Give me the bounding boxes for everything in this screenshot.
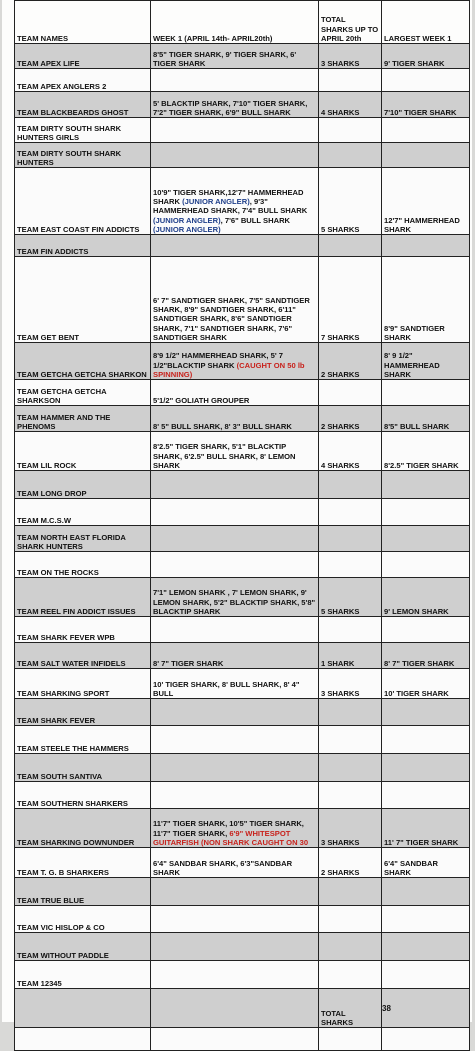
table-row (15, 933, 470, 961)
team-name-cell: TEAM STEELE THE HAMMERS (15, 726, 151, 754)
table-row (15, 257, 470, 343)
largest-week1-cell (382, 754, 470, 782)
catch-text: 5' BLACKTIP SHARK, 7'10" TIGER SHARK, 7'2" TIGER SHARK, 6'9" BULL SHARK (153, 98, 308, 117)
team-name-cell: TEAM SHARK FEVER (15, 699, 151, 726)
largest-week1-cell: 11' 7" TIGER SHARK (382, 809, 470, 848)
team-name-cell: TEAM APEX ANGLERS 2 (15, 69, 151, 92)
largest-week1-cell (382, 235, 470, 257)
week1-catch-cell (151, 257, 319, 343)
largest-week1-cell (382, 699, 470, 726)
catch-text: 7'1" LEMON SHARK , 7' LEMON SHARK, 9' LEMON SHARK, 5'2" BLACKTIP SHARK, 5'8" BLACKTIP SHARK (153, 588, 316, 616)
largest-week1-cell: 7'10" TIGER SHARK (382, 92, 470, 118)
table-row (15, 848, 470, 878)
week1-catch-cell (151, 782, 319, 809)
largest-week1-cell (382, 782, 470, 809)
blank-cell-2 (151, 1028, 319, 1051)
team-name-cell: TEAM GETCHA GETCHA SHARKON (15, 343, 151, 380)
team-name-cell: TEAM NORTH EAST FLORIDA SHARK HUNTERS (15, 526, 151, 552)
catch-text: 6'4" SANDBAR SHARK, 6'3"SANDBAR SHARK (153, 858, 293, 877)
team-name-cell: TEAM APEX LIFE (15, 44, 151, 69)
total-sharks-cell: 7 SHARKS (319, 257, 382, 343)
largest-week1-cell (382, 471, 470, 499)
team-name-cell: TEAM SHARKING SPORT (15, 669, 151, 699)
table-row (15, 143, 470, 168)
total-sharks-cell (319, 143, 382, 168)
team-name-cell: TEAM SALT WATER INFIDELS (15, 643, 151, 669)
team-name-cell: TEAM HAMMER AND THE PHENOMS (15, 406, 151, 432)
week1-catch-cell (151, 809, 319, 848)
team-name-cell: TEAM VIC HISLOP & CO (15, 906, 151, 933)
total-sharks-cell (319, 552, 382, 578)
week1-catch-cell (151, 848, 319, 878)
week1-catch-cell (151, 44, 319, 69)
header-week1: WEEK 1 (APRIL 14th- APRIL20th) (151, 1, 319, 44)
page-number: 38 (382, 1004, 391, 1013)
total-sharks-cell: 2 SHARKS (319, 848, 382, 878)
total-sharks-cell: 4 SHARKS (319, 432, 382, 471)
total-sharks-cell: 1 SHARK (319, 643, 382, 669)
junior-angler-note: (JUNIOR ANGLER) (182, 197, 250, 206)
team-name-cell: TEAM SOUTHERN SHARKERS (15, 782, 151, 809)
week1-catch-cell (151, 933, 319, 961)
largest-week1-cell (382, 933, 470, 961)
junior-angler-note: (JUNIOR ANGLER) (153, 215, 221, 225)
total-sharks-cell (319, 754, 382, 782)
table-row (15, 380, 470, 406)
week1-catch-cell (151, 726, 319, 754)
table-row (15, 69, 470, 92)
week1-catch-cell (151, 961, 319, 989)
largest-week1-cell (382, 878, 470, 906)
total-sharks-cell: 4 SHARKS (319, 92, 382, 118)
team-name-cell: TEAM ON THE ROCKS (15, 552, 151, 578)
table-row (15, 878, 470, 906)
table-row (15, 471, 470, 499)
week1-catch-cell (151, 235, 319, 257)
team-name-cell: TEAM SHARK FEVER WPB (15, 617, 151, 643)
blank-cell-3 (319, 1028, 382, 1051)
total-sharks-cell (319, 526, 382, 552)
table-row (15, 118, 470, 143)
largest-week1-cell: 12'7" HAMMERHEAD SHARK (382, 168, 470, 235)
total-sharks-cell (319, 499, 382, 526)
largest-week1-cell (382, 118, 470, 143)
largest-week1-cell (382, 380, 470, 406)
largest-week1-cell: 9' LEMON SHARK (382, 578, 470, 617)
largest-week1-cell: 8'5" BULL SHARK (382, 406, 470, 432)
largest-week1-cell: 9' TIGER SHARK (382, 44, 470, 69)
catch-text: , 9'3" HAMMERHEAD SHARK, 7'4" BULL SHARK (153, 197, 308, 216)
blank-cell-4 (382, 1028, 470, 1051)
table-row (15, 343, 470, 380)
largest-week1-cell (382, 726, 470, 754)
largest-week1-cell (382, 526, 470, 552)
team-name-cell: TEAM FIN ADDICTS (15, 235, 151, 257)
table-row (15, 44, 470, 69)
team-name-cell: TEAM 12345 (15, 961, 151, 989)
catch-text: 8' 7" TIGER SHARK (153, 658, 224, 668)
total-sharks-cell: 3 SHARKS (319, 44, 382, 69)
table-row (15, 406, 470, 432)
catch-text: 6' 7" SANDTIGER SHARK, 7'5" SANDTIGER SHARK, 8'9" SANDTIGER SHARK, 6'11" SANDTIGER SHARK, 8'6" SANDTIGER SHARK, 7'1" SANDTIGER SHARK, 7'6" SANDTIGER SHARK (153, 295, 310, 342)
catch-text: 10' TIGER SHARK, 8' BULL SHARK, 8' 4" BULL (153, 679, 300, 698)
table-row (15, 578, 470, 617)
results-sheet (2, 0, 472, 1027)
table-row (15, 92, 470, 118)
total-sharks-label: TOTAL SHARKS (319, 989, 382, 1028)
junior-angler-note: (JUNIOR ANGLER) (153, 224, 221, 234)
total-sharks-cell (319, 69, 382, 92)
week1-catch-cell (151, 406, 319, 432)
table-row (15, 754, 470, 782)
table-row (15, 809, 470, 848)
header-team-names: TEAM NAMES (15, 1, 151, 44)
team-name-cell: TEAM GET BENT (15, 257, 151, 343)
week1-catch-cell (151, 432, 319, 471)
table-row (15, 168, 470, 235)
largest-week1-cell (382, 906, 470, 933)
week1-catch-cell (151, 906, 319, 933)
team-name-cell: TEAM WITHOUT PADDLE (15, 933, 151, 961)
total-sharks-cell (319, 933, 382, 961)
total-sharks-cell (319, 235, 382, 257)
total-sharks-cell (319, 961, 382, 989)
largest-week1-cell (382, 961, 470, 989)
week1-catch-cell (151, 526, 319, 552)
team-name-cell: TEAM REEL FIN ADDICT ISSUES (15, 578, 151, 617)
week1-catch-cell (151, 578, 319, 617)
total-sharks-cell: 2 SHARKS (319, 343, 382, 380)
table-row (15, 643, 470, 669)
largest-week1-cell: 8' 7" TIGER SHARK (382, 643, 470, 669)
table-row (15, 432, 470, 471)
header-row (15, 1, 470, 44)
total-sharks-cell (319, 878, 382, 906)
blank-cell-1 (15, 1028, 151, 1051)
table-row (15, 726, 470, 754)
total-sharks-cell (319, 782, 382, 809)
table-row (15, 552, 470, 578)
team-name-cell: TEAM SOUTH SANTIVA (15, 754, 151, 782)
table-row (15, 526, 470, 552)
largest-week1-cell (382, 499, 470, 526)
largest-week1-cell (382, 617, 470, 643)
team-name-cell: TEAM DIRTY SOUTH SHARK HUNTERS (15, 143, 151, 168)
total-sharks-cell: 5 SHARKS (319, 168, 382, 235)
week1-catch-cell (151, 471, 319, 499)
catch-text: 5'1/2" GOLIATH GROUPER (153, 395, 250, 405)
table-row (15, 906, 470, 933)
table-row (15, 669, 470, 699)
total-sharks-cell: 2 SHARKS (319, 406, 382, 432)
week1-catch-cell (151, 617, 319, 643)
table-row (15, 699, 470, 726)
team-name-cell: TEAM LIL ROCK (15, 432, 151, 471)
catch-text: 8'5" TIGER SHARK, 9' TIGER SHARK, 6' TIGER SHARK (153, 49, 297, 68)
table-row (15, 499, 470, 526)
table-row (15, 617, 470, 643)
largest-week1-cell: 8' 9 1/2" HAMMERHEAD SHARK (382, 343, 470, 380)
week1-catch-cell (151, 343, 319, 380)
week1-catch-cell (151, 643, 319, 669)
table-row (15, 782, 470, 809)
total-sharks-cell (319, 906, 382, 933)
largest-week1-cell: 8'9" SANDTIGER SHARK (382, 257, 470, 343)
week1-catch-cell (151, 168, 319, 235)
largest-week1-cell (382, 552, 470, 578)
footer-empty-1 (15, 989, 151, 1028)
total-sharks-cell (319, 699, 382, 726)
team-name-cell: TEAM BLACKBEARDS GHOST (15, 92, 151, 118)
largest-week1-cell: 10' TIGER SHARK (382, 669, 470, 699)
total-sharks-cell: 3 SHARKS (319, 809, 382, 848)
team-name-cell: TEAM EAST COAST FIN ADDICTS (15, 168, 151, 235)
total-sharks-cell: 5 SHARKS (319, 578, 382, 617)
catch-text: 11'7" TIGER SHARK, 10'5" TIGER SHARK, 11'7" TIGER SHARK, (153, 819, 304, 838)
team-name-cell: TEAM M.C.S.W (15, 499, 151, 526)
team-name-cell: TEAM SHARKING DOWNUNDER (15, 809, 151, 848)
week1-catch-cell (151, 92, 319, 118)
team-name-cell: TEAM DIRTY SOUTH SHARK HUNTERS GIRLS (15, 118, 151, 143)
total-sharks-cell (319, 471, 382, 499)
largest-week1-cell: 6'4" SANDBAR SHARK (382, 848, 470, 878)
week1-catch-cell (151, 878, 319, 906)
footer-empty-2 (151, 989, 319, 1028)
largest-week1-cell (382, 143, 470, 168)
footer-row (15, 989, 470, 1028)
week1-catch-cell (151, 380, 319, 406)
largest-week1-cell: 8'2.5" TIGER SHARK (382, 432, 470, 471)
total-sharks-cell (319, 380, 382, 406)
table-row (15, 235, 470, 257)
catch-note: (CAUGHT ON 50 lb SPINNING) (153, 360, 305, 379)
largest-week1-cell (382, 69, 470, 92)
week1-catch-cell (151, 754, 319, 782)
header-largest: LARGEST WEEK 1 (382, 1, 470, 44)
catch-text: 10'9" TIGER SHARK,12'7" HAMMERHEAD SHARK (153, 187, 304, 206)
team-name-cell: TEAM GETCHA GETCHA SHARKSON (15, 380, 151, 406)
results-table (14, 0, 470, 1051)
catch-text: , 7'6" BULL SHARK (220, 215, 291, 225)
team-name-cell: TEAM LONG DROP (15, 471, 151, 499)
week1-catch-cell (151, 69, 319, 92)
catch-text: 8'2.5" TIGER SHARK, 5'1" BLACKTIP SHARK, 6'2.5" BULL SHARK, 8' LEMON SHARK (153, 442, 296, 470)
week1-catch-cell (151, 699, 319, 726)
total-sharks-value (382, 989, 470, 1028)
team-name-cell: TEAM T. G. B SHARKERS (15, 848, 151, 878)
table-row (15, 961, 470, 989)
team-name-cell: TEAM TRUE BLUE (15, 878, 151, 906)
week1-catch-cell (151, 669, 319, 699)
catch-note: 6'9" WHITESPOT GUITARFISH (NON SHARK CAUGHT ON 30 (153, 828, 309, 847)
total-sharks-cell (319, 118, 382, 143)
catch-text: 8'9 1/2" HAMMERHEAD SHARK, 5' 7 1/2"BLACKTIP SHARK (153, 351, 284, 370)
header-total-sharks: TOTAL SHARKS UP TO APRIL 20th (319, 1, 382, 44)
total-sharks-cell (319, 726, 382, 754)
total-sharks-cell: 3 SHARKS (319, 669, 382, 699)
week1-catch-cell (151, 552, 319, 578)
week1-catch-cell (151, 118, 319, 143)
week1-catch-cell (151, 499, 319, 526)
blank-row (15, 1028, 470, 1051)
catch-text: 8' 5" BULL SHARK, 8' 3" BULL SHARK (153, 421, 292, 431)
week1-catch-cell (151, 143, 319, 168)
total-sharks-cell (319, 617, 382, 643)
